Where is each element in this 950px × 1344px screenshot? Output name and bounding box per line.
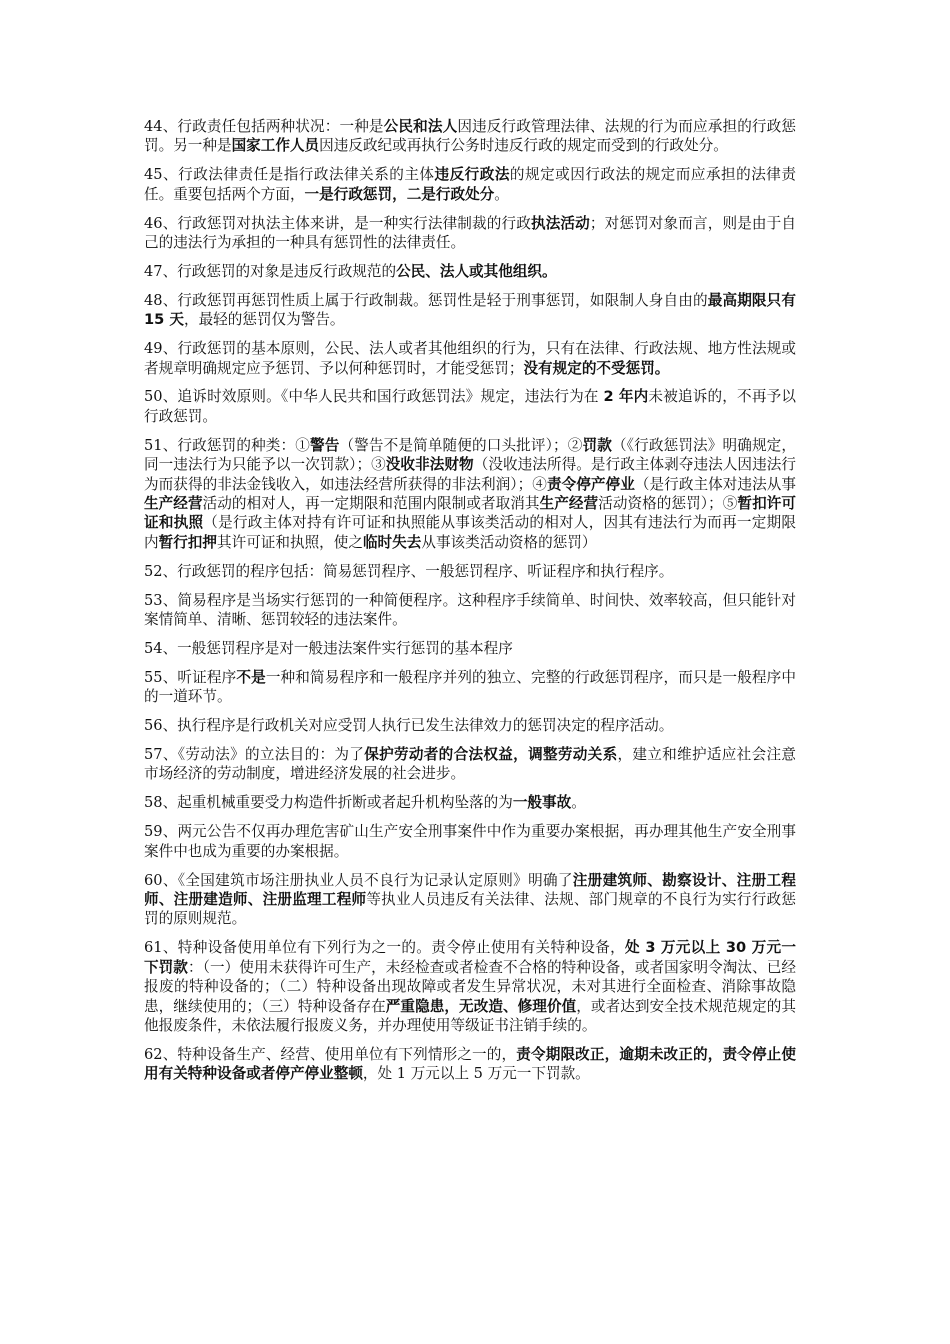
text-run: 因违反政纪或再执行公务时违反行政的规定而受到的行政处分。 — [319, 137, 728, 155]
bold-text: 一是行政惩罚，二是行政处分 — [304, 185, 495, 203]
bold-text: 生产经营 — [144, 495, 203, 512]
paragraph — [144, 562, 796, 581]
bold-text: 2 年内 — [603, 388, 649, 406]
paragraph — [144, 938, 796, 1035]
paragraph — [144, 339, 796, 378]
text-run: 等执业人员违反有关法律、法规、部门规章的不良行为实行行政惩罚的原则规范。 — [144, 891, 796, 928]
bold-text: 最高期限只有 15 天 — [144, 291, 796, 329]
paragraph — [144, 165, 796, 204]
text-run: 其许可证和执照，使之 — [217, 533, 363, 551]
text-run: （《行政惩罚法》明确规定，同一违法行为只能予以一次罚款）；③ — [144, 436, 797, 474]
paragraph — [144, 262, 796, 281]
paragraph — [144, 117, 796, 156]
text-run: 活动资格的惩罚）；⑤ — [598, 495, 738, 512]
text-run: 。 — [571, 794, 586, 812]
text-run: 活动的相对人，再一定期限和范围内限制或者取消其 — [202, 495, 540, 512]
paragraph — [144, 387, 796, 426]
bold-text: 严重隐患，无改造、修理价值 — [385, 997, 577, 1015]
text-run: 61、特种设备使用单位有下列行为之一的。责令停止使用有关特种设备， — [144, 939, 626, 957]
bold-text: 没收非法财物 — [385, 456, 474, 474]
text-run: （是行政主体对违法从事 — [634, 475, 796, 493]
bold-text: 暂行扣押 — [158, 533, 217, 551]
bold-text: 临时失去 — [362, 533, 422, 551]
paragraph — [144, 793, 796, 812]
text-run: ；对惩罚对象而言，则是由于自己的违法行为承担的一种具有惩罚性的法律责任。 — [144, 214, 796, 252]
text-run: 45、行政法律责任是指行政法律关系的主体 — [144, 166, 435, 184]
text-run: 51、行政惩罚的种类：① — [144, 436, 310, 454]
bold-text: 违反行政法 — [434, 166, 510, 184]
bold-text: 处 3 万元以上 30 万元一下罚款 — [144, 939, 796, 976]
text-run: 49、行政惩罚的基本原则，公民、法人或者其他组织的行为，只有在法律、行政法规、地方性法规或者规章明确规定应予惩罚、予以何种惩罚时，才能受惩罚； — [144, 340, 796, 377]
bold-text: 警告 — [309, 436, 340, 454]
paragraph — [144, 214, 796, 253]
text-run: ：（一）使用未获得许可生产，未经检查或者检查不合格的特种设备，或者国家明令淘汰、已经报废的特种设备的；（二）特种设备出现故障或者发生异常状况，未对其进行全面检查、消除事故隐患，继续使用的；（三）特种设备存在 — [144, 958, 796, 1015]
document-page — [144, 117, 796, 1093]
bold-text: 生产经营 — [539, 495, 599, 512]
paragraph — [144, 436, 796, 552]
text-run: 59、两元公告不仅再办理危害矿山生产安全刑事案件中作为重要办案根据，再办理其他生产安全刑事案件中也成为重要的办案根据。 — [144, 823, 796, 860]
bold-text: 保护劳动者的合法权益，调整劳动关系 — [364, 746, 618, 764]
bold-text: 国家工作人员 — [231, 137, 320, 155]
paragraph — [144, 716, 796, 735]
text-run: ，最轻的惩罚仅为警告。 — [183, 311, 345, 329]
text-run: 50、追诉时效原则。《中华人民共和国行政惩罚法》规定，违法行为在 — [144, 388, 604, 406]
text-run: 47、行政惩罚的对象是违反行政规范的 — [144, 262, 397, 280]
paragraph — [144, 639, 796, 658]
text-run: 46、行政惩罚对执法主体来讲，是一种实行法律制裁的行政 — [144, 214, 531, 232]
bold-text: 一般事故 — [512, 794, 572, 812]
text-run: 52、行政惩罚的程序包括：简易惩罚程序、一般惩罚程序、听证程序和执行程序。 — [144, 562, 674, 580]
paragraph — [144, 591, 796, 630]
text-run: 未被追诉的，不再予以行政惩罚。 — [144, 388, 796, 425]
bold-text: 暂扣许可证和执照 — [144, 495, 796, 532]
text-run: 58、起重机械重要受力构造件折断或者起升机构坠落的为 — [144, 794, 513, 812]
text-run: 54、一般惩罚程序是对一般违法案件实行惩罚的基本程序 — [144, 639, 513, 657]
bold-text: 责令期限改正，逾期未改正的，责令停止使用有关特种设备或者停产停业整顿 — [144, 1045, 796, 1083]
paragraph — [144, 291, 796, 330]
text-run: 的规定或因行政法的规定而应承担的法律责任。重要包括两个方面， — [144, 166, 796, 203]
paragraph — [144, 1045, 796, 1084]
text-run: 60、《全国建筑市场注册执业人员不良行为记录认定原则》明确了 — [144, 871, 573, 889]
text-run: 55、听证程序 — [144, 668, 237, 686]
bold-text: 公民、法人或其他组织。 — [396, 262, 557, 280]
bold-text: 注册建筑师、勘察设计、注册工程师、注册建造师、注册监理工程师 — [144, 871, 796, 908]
text-run: 从事该类活动资格的惩罚） — [421, 533, 597, 551]
text-run: ，建立和维护适应社会注意市场经济的劳动制度，增进经济发展的社会进步。 — [144, 746, 796, 783]
text-run: 56、执行程序是行政机关对应受罚人执行已发生法律效力的惩罚决定的程序活动。 — [144, 717, 674, 735]
text-run: （没收违法所得。是行政主体剥夺违法人因违法行为而获得的非法金钱收入，如违法经营所获得的非法利润）；④ — [144, 456, 796, 493]
bold-text: 责令停产停业 — [546, 475, 635, 493]
text-run: 因违反行政管理法律、法规的行为而应承担的行政惩罚。另一种是 — [144, 118, 796, 155]
bold-text: 罚款 — [582, 436, 612, 454]
text-run: 57、《劳动法》的立法目的：为了 — [144, 746, 365, 764]
bold-text: 没有规定的不受惩罚。 — [523, 359, 670, 377]
text-run: ，或者达到安全技术规范规定的其他报废条件，未依法履行报废义务，并办理使用等级证书注销手续的。 — [144, 997, 796, 1034]
bold-text: 执法活动 — [530, 214, 590, 232]
text-run: （是行政主体对持有许可证和执照能从事该类活动的相对人，因其有违法行为而再一定期限内 — [144, 514, 796, 551]
text-run: （警告不是简单随便的口头批评）；② — [339, 436, 583, 454]
text-run: 48、行政惩罚再惩罚性质上属于行政制裁。惩罚性是轻于刑事惩罚，如限制人身自由的 — [144, 291, 708, 309]
text-run: 。 — [494, 185, 509, 203]
text-run: ，处 1 万元以上 5 万元一下罚款。 — [362, 1065, 590, 1083]
text-run: 53、简易程序是当场实行惩罚的一种简便程序。这种程序手续简单、时间快、效率较高，但只能针对案情简单、清晰、惩罚较轻的违法案件。 — [144, 591, 796, 629]
text-run: 一种和简易程序和一般程序并列的独立、完整的行政惩罚程序，而只是一般程序中的一道环节。 — [144, 668, 796, 706]
bold-text: 公民和法人 — [383, 118, 458, 135]
bold-text: 不是 — [236, 668, 266, 686]
paragraph — [144, 745, 796, 784]
paragraph — [144, 871, 796, 929]
text-run: 62、特种设备生产、经营、使用单位有下列情形之一的， — [144, 1045, 517, 1063]
paragraph — [144, 822, 796, 861]
text-run: 44、行政责任包括两种状况：一种是 — [144, 118, 384, 135]
paragraph — [144, 668, 796, 707]
